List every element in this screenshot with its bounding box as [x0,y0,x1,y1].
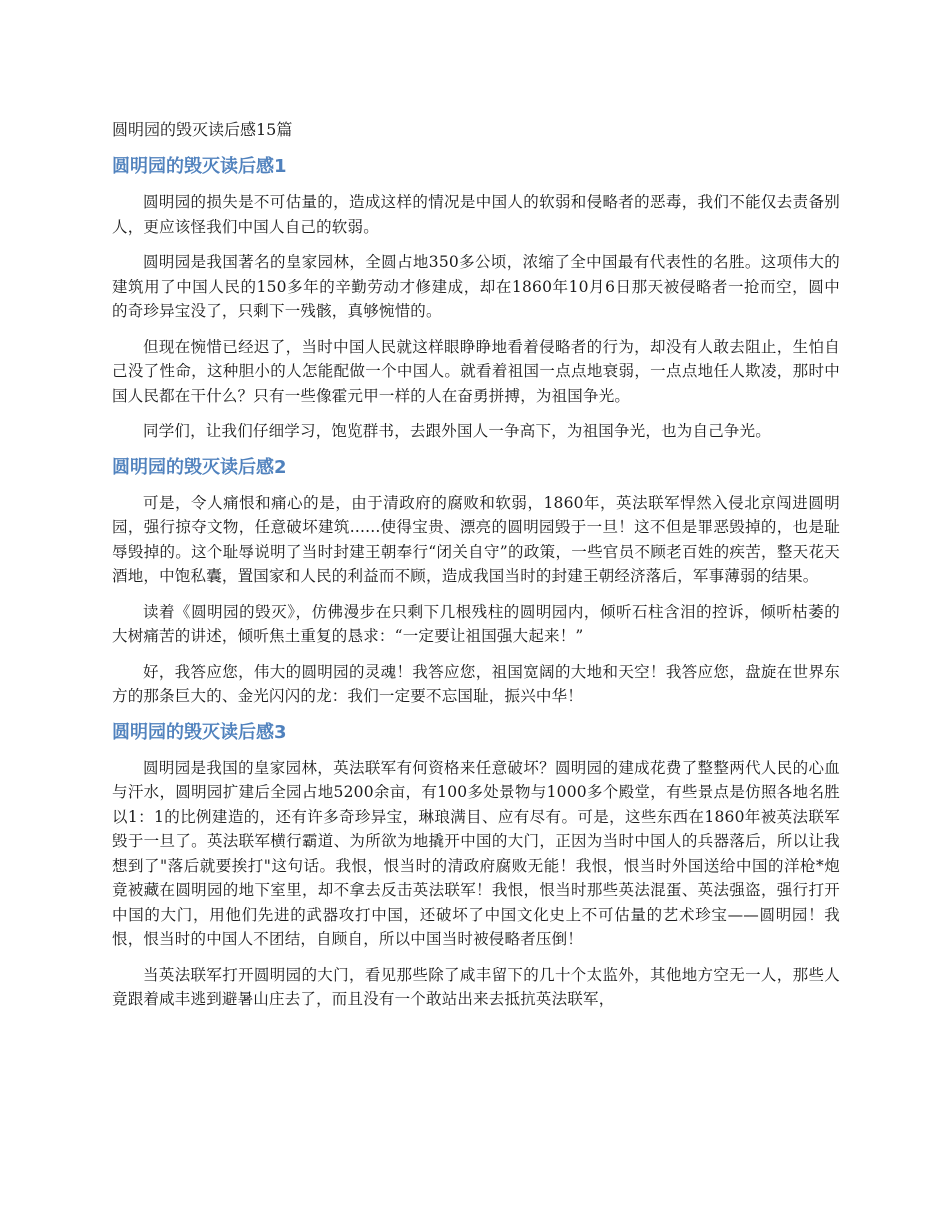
document-page [112,118,840,1023]
paragraph: 好，我答应您，伟大的圆明园的灵魂！我答应您，祖国宽阔的大地和天空！我答应您，盘旋在世界东方的那条巨大的、金光闪闪的龙：我们一定要不忘国耻，振兴中华！ [112,662,840,705]
section-heading: 圆明园的毁灭读后感2 [112,456,287,478]
section-heading: 圆明园的毁灭读后感3 [112,721,287,743]
paragraph: 圆明园的损失是不可估量的，造成这样的情况是中国人的软弱和侵略者的恶毒，我们不能仅去责备别人，更应该怪我们中国人自己的软弱。 [112,193,840,236]
paragraph: 但现在惋惜已经迟了，当时中国人民就这样眼睁睁地看着侵略者的行为，却没有人敢去阻止，生怕自己没了性命，这种胆小的人怎能配做一个中国人。就看着祖国一点点地衰弱，一点点地任人欺凌，那时中国人民都在干什么？只有一些像霍元甲一样的人在奋勇拼搏，为祖国争光。 [112,337,840,405]
document-title: 圆明园的毁灭读后感15篇 [112,120,293,139]
section-heading: 圆明园的毁灭读后感1 [112,156,287,177]
paragraph: 圆明园是我国著名的皇家园林，全圆占地350多公顷，浓缩了全中国最有代表性的名胜。这项伟大的建筑用了中国人民的150多年的辛勤劳动才修建成，却在1860年10月6日那天被侵略者一抢而空，圆中的奇珍异宝没了，只剩下一残骸，真够惋惜的。 [112,253,840,320]
section-3 [112,720,840,1012]
paragraph: 可是，令人痛恨和痛心的是，由于清政府的腐败和软弱，1860年，英法联军悍然入侵北京闯进圆明园，强行掠夺文物，任意破坏建筑......使得宝贵、漂亮的圆明园毁于一旦！这不但是罪恶毁掉的，也是耻辱毁掉的。这个耻辱说明了当时封建王朝奉行“闭关自守”的政策，一些官员不顾老百姓的疾苦，整天花天酒地，中饱私囊，置国家和人民的利益而不顾，造成我国当时的封建王朝经济落后，军事薄弱的结果。 [112,493,840,585]
paragraph: 当英法联军打开圆明园的大门，看见那些除了咸丰留下的几十个太监外，其他地方空无一人，那些人竟跟着咸丰逃到避暑山庄去了，而且没有一个敢站出来去抵抗英法联军， [112,965,840,1008]
paragraph: 同学们，让我们仔细学习，饱览群书，去跟外国人一争高下，为祖国争光，也为自己争光。 [143,422,772,440]
section-2 [112,455,840,709]
paragraph: 圆明园是我国的皇家园林，英法联军有何资格来任意破坏？圆明园的建成花费了整整两代人民的心血与汗水，圆明园扩建后全园占地5200余亩，有100多处景物与1000多个殿堂，有些景点是仿照各地名胜以1：1的比例建造的，还有许多奇珍异宝，琳琅满目、应有尽有。可是，这些东西在1860年被英法联军毁于一旦了。英法联军横行霸道、为所欲为地撬开中国的大门，正因为当时中国人的兵器落后，所以让我想到了"落后就要挨打"这句话。我恨，恨当时的清政府腐败无能！我恨，恨当时外国送给中国的洋枪*炮竟被藏在圆明园的地下室里，却不拿去反击英法联军！我恨，恨当时那些英法混蛋、英法强盗，强行打开中国的大门，用他们先进的武器攻打中国，还破坏了中国文化史上不可估量的艺术珍宝——圆明园！我恨，恨当时的中国人不团结，自顾自，所以中国当时被侵略者压倒！ [112,758,840,948]
section-1 [112,154,840,444]
paragraph: 读着《圆明园的毁灭》，仿佛漫步在只剩下几根残柱的圆明园内，倾听石柱含泪的控诉，倾听枯萎的大树痛苦的讲述，倾听焦土重复的恳求：“一定要让祖国强大起来！” [112,602,840,645]
